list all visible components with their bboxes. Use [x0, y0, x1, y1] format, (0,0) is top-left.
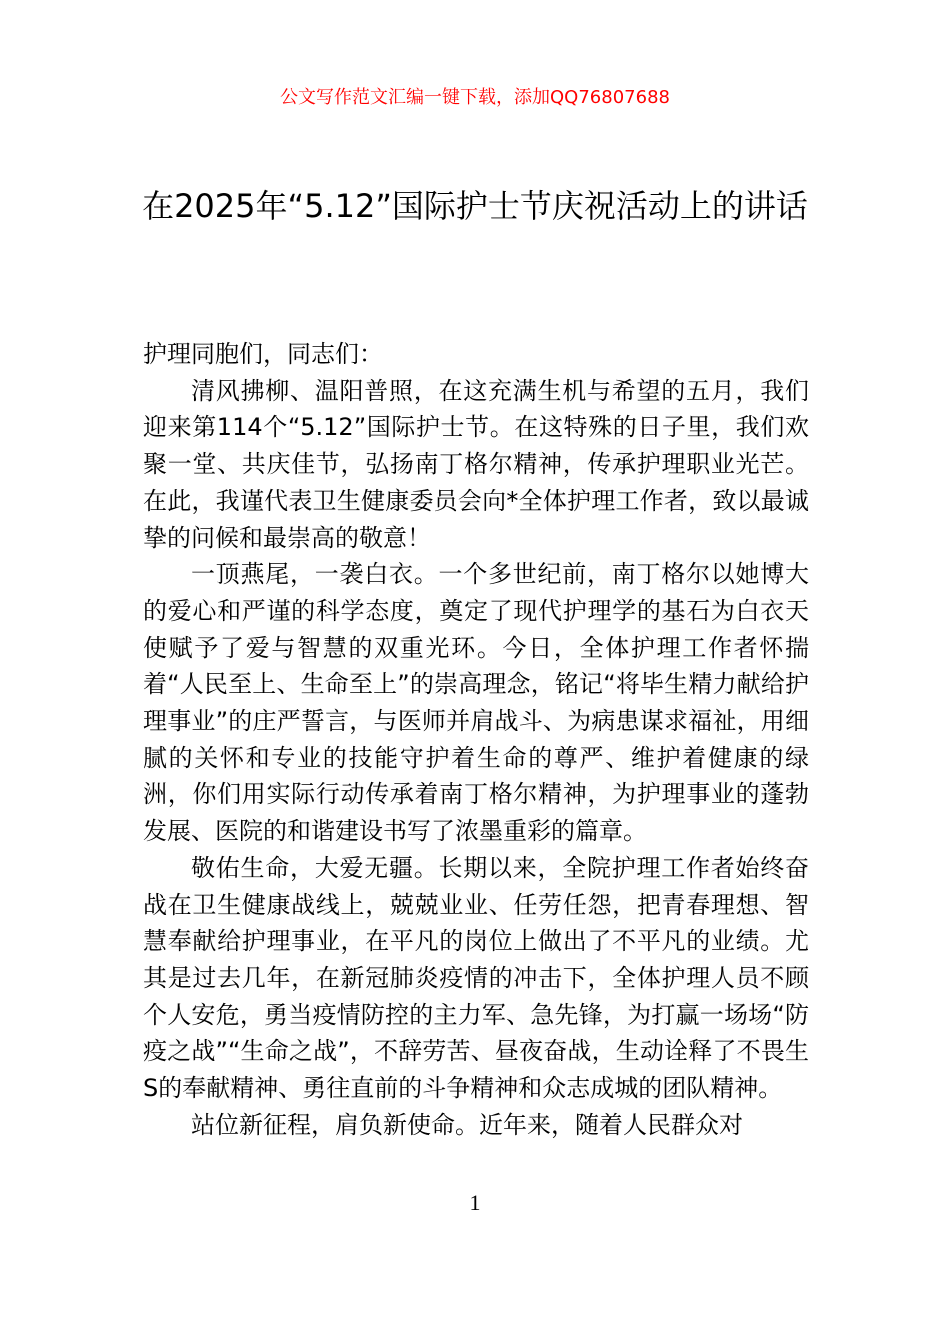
document-title: 在2025年“5.12”国际护士节庆祝活动上的讲话 — [142, 187, 808, 225]
paragraph: 清风拂柳、温阳普照，在这充满生机与希望的五月，我们迎来第114个“5.12”国际护士节。在这特殊的日子里，我们欢聚一堂、共庆佳节，弘扬南丁格尔精神，传承护理职业光芒。在此，我谨代表卫生健康委员会向*全体护理工作者，致以最诚挚的问候和最崇高的敬意！ — [143, 376, 809, 552]
page-number: 1 — [469, 1190, 481, 1215]
paragraph: 站位新征程，肩负新使命。近年来，随着人民群众对 — [191, 1110, 743, 1139]
header-note: 公文写作范文汇编一键下载，添加QQ76807688 — [280, 87, 670, 108]
paragraph: 敬佑生命，大爱无疆。长期以来，全院护理工作者始终奋战在卫生健康战线上，兢兢业业、任劳任怨，把青春理想、智慧奉献给护理事业，在平凡的岗位上做出了不平凡的业绩。尤其是过去几年，在新冠肺炎疫情的冲击下，全体护理人员不顾个人安危，勇当疫情防控的主力军、急先锋，为打赢一场场“防疫之战”“生命之战”，不辞劳苦、昼夜奋战，生动诠释了不畏生S的奉献精神、勇往直前的斗争精神和众志成城的团队精神。 — [143, 853, 809, 1103]
salutation: 护理同胞们，同志们： — [143, 340, 383, 368]
document-body — [143, 336, 809, 1143]
paragraph: 一顶燕尾，一袭白衣。一个多世纪前，南丁格尔以她博大的爱心和严谨的科学态度，奠定了现代护理学的基石为白衣天使赋予了爱与智慧的双重光环。今日，全体护理工作者怀揣着“人民至上、生命至上”的崇高理念，铭记“将毕生精力献给护理事业”的庄严誓言，与医师并肩战斗、为病患谋求福祉，用细腻的关怀和专业的技能守护着生命的尊严、维护着健康的绿洲，你们用实际行动传承着南丁格尔精神，为护理事业的蓬勃发展、医院的和谐建设书写了浓墨重彩的篇章。 — [143, 560, 809, 846]
